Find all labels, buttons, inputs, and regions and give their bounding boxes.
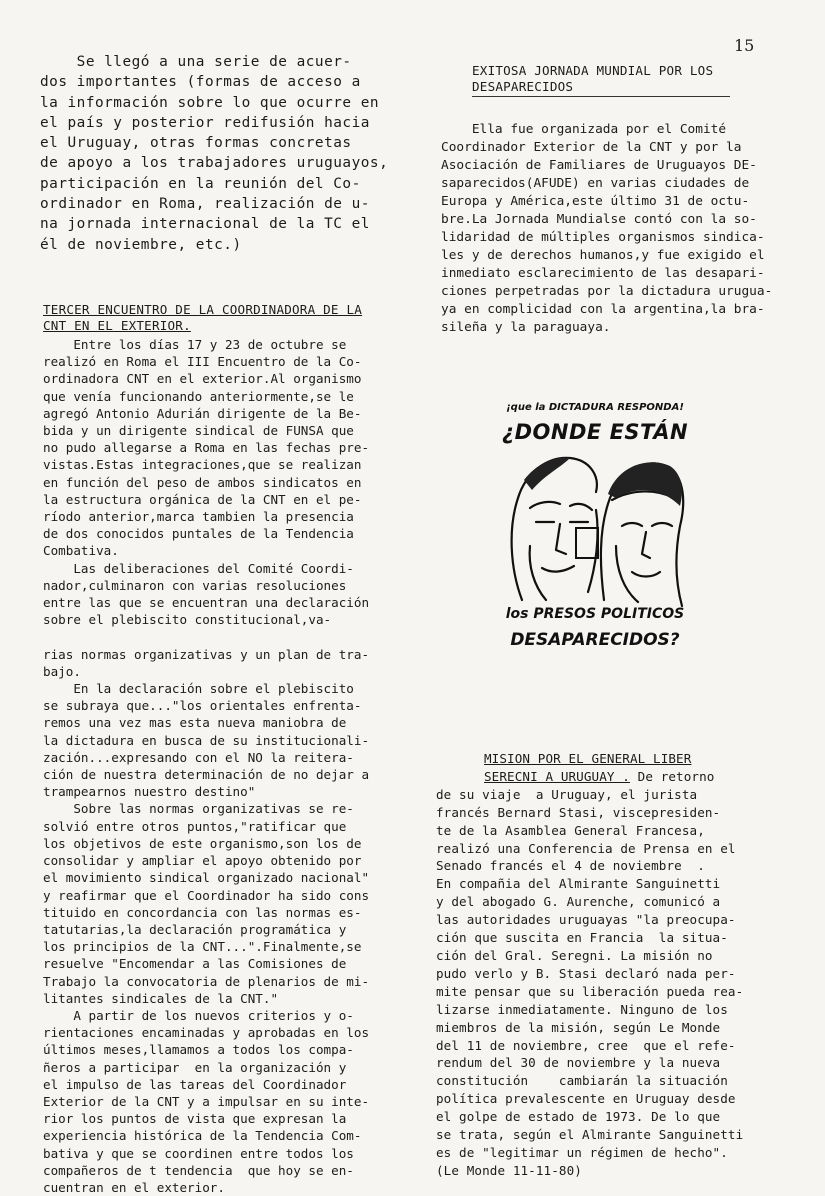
mision-lead: De retorno [629, 768, 715, 784]
mision-seregni-article [436, 750, 743, 1180]
text-line: (Le Monde 11-11-80) [436, 1162, 582, 1178]
text-line: agregó Antonio Adurián dirigente de la Be- [43, 405, 362, 421]
text-line: zación...expresando con el NO la reitera- [43, 749, 354, 765]
text-line: remos una vez mas esta nueva maniobra de [43, 715, 347, 731]
text-line: Las deliberaciones del Comité Coordi- [43, 560, 354, 576]
text-line: lizarse inmediatamente. Ninguno de los [436, 1001, 728, 1017]
text-line: Sobre las normas organizativas se re- [43, 801, 354, 817]
text-line: Exterior de la CNT y a impulsar en su inte- [43, 1093, 370, 1109]
text-line: te de la Asamblea General Francesa, [436, 822, 705, 838]
tercer-encuentro-heading [43, 302, 362, 334]
text-line: dos importantes (formas de acceso a [40, 74, 361, 91]
text-line: realizó una Conferencia de Prensa en el [436, 840, 736, 856]
text-line: ríodo anterior,marca tambien la presencia [43, 509, 354, 525]
text-line: es de "legitimar un régimen de hecho". [436, 1144, 728, 1160]
text-line: Combativa. [43, 543, 119, 559]
text-line: mite pensar que su liberación pueda rea- [436, 983, 744, 999]
heading-rule [472, 96, 730, 97]
text-line: y del abogado G. Aurenche, comunicó a [436, 894, 721, 910]
text-line: participación en la reunión del Co- [40, 175, 361, 192]
text-line: tituido en concordancia con las normas es- [43, 904, 362, 920]
jornada-mundial-body [441, 121, 772, 337]
text-line: bativa y que se coordinen entre todos los [43, 1145, 354, 1161]
text-line: se subraya que..."los orientales enfrenta- [43, 698, 362, 714]
text-line: el impulso de las tareas del Coordinador [43, 1076, 347, 1092]
text-line: lidaridad de múltiples organismos sindica- [441, 230, 765, 245]
text-line: ya en complicidad con la argentina,la bra- [441, 302, 765, 317]
text-line: los principios de la CNT...".Finalmente,se [43, 939, 362, 955]
text-line: ciones perpetradas por la dictadura urugua- [441, 284, 773, 299]
text-line: Se llegó a una serie de acuer- [40, 54, 352, 70]
text-line: ñeros a participar en la organización y [43, 1059, 347, 1075]
text-line: DESAPARECIDOS [472, 79, 574, 94]
text-line: sobre el plebiscito constitucional,va- [43, 612, 332, 628]
intro-paragraph [40, 52, 388, 255]
text-line: Europa y América,este último 31 de octu- [441, 194, 750, 209]
text-line: en función del peso de ambos sindicatos en [43, 474, 362, 490]
text-line: los objetivos de este organismo,son los de [43, 835, 362, 851]
text-line: del 11 de noviembre, cree que el refe- [436, 1037, 736, 1053]
poster-subtitle-2: DESAPARECIDOS? [510, 630, 680, 650]
text-line: rias normas organizativas y un plan de tra- [43, 646, 370, 662]
poster-slogan: ¡que la DICTADURA RESPONDA! [506, 402, 684, 413]
text-line: miembros de la misión, según Le Monde [436, 1019, 721, 1035]
text-line: inmediato esclarecimiento de las desapari- [441, 266, 765, 281]
text-line [43, 628, 369, 645]
text-line: En la declaración sobre el plebiscito [43, 681, 354, 697]
text-line: que venía funcionando anteriormente,se le [43, 388, 354, 404]
mision-heading: MISION POR EL GENERAL LIBER [484, 751, 692, 766]
text-line: de dos conocidos puntales de la Tendencia [43, 526, 354, 542]
text-line: cuentran en el exterior. [43, 1179, 225, 1195]
mision-heading-2: SERECNI A URUGUAY . [484, 768, 630, 784]
text-line: el Uruguay, otras formas concretas [40, 135, 352, 152]
text-line: el golpe de estado de 1973. De lo que [436, 1109, 721, 1125]
text-line: rior los puntos de vista que expresan la [43, 1111, 347, 1127]
text-line: compañeros de t tendencia que hoy se en- [43, 1162, 354, 1178]
text-line: rendum del 30 de noviembre y la nueva [436, 1055, 721, 1071]
text-line: se trata, según el Almirante Sanguinetti [436, 1127, 744, 1143]
text-line: ción del Gral. Seregni. La misión no [436, 947, 713, 963]
poster-faces-illustration [504, 450, 686, 608]
text-line: el movimiento sindical organizado nacional" [43, 870, 370, 886]
text-line: de su viaje a Uruguay, el jurista [436, 786, 698, 802]
text-line: rientaciones encaminadas y aprobadas en los [43, 1025, 370, 1041]
text-line: En compañia del Almirante Sanguinetti [436, 876, 721, 892]
text-line: solvió entre otros puntos,"ratificar que [43, 818, 347, 834]
text-line: les y de derechos humanos,y fue exigido el [441, 248, 765, 263]
text-line: pudo verlo y B. Stasi declaró nada per- [436, 965, 736, 981]
text-line: ordinador en Roma, realización de u- [40, 196, 370, 213]
text-line: política prevalescente en Uruguay desde [436, 1091, 736, 1107]
desaparecidos-poster [500, 398, 690, 660]
text-line: sileña y la paraguaya. [441, 320, 611, 335]
text-line: entre las que se encuentran una declaración [43, 595, 370, 611]
text-line: resuelve "Encomendar a las Comisiones de [43, 956, 347, 972]
text-line: ordinadora CNT en el exterior.Al organismo [43, 371, 362, 387]
text-line: no pudo allegarse a Roma en las fechas pre- [43, 440, 370, 456]
jornada-mundial-heading [472, 63, 713, 95]
text-line: Ella fue organizada por el Comité [441, 122, 727, 137]
text-line: francés Bernard Stasi, viscepresiden- [436, 804, 721, 820]
text-line: tatutarias,la declaración programática y [43, 921, 347, 937]
text-line: él de noviembre, etc.) [40, 236, 242, 253]
text-line: constitución cambiarán la situación [436, 1073, 728, 1089]
text-line: trampearnos nuestro destino" [43, 784, 256, 800]
poster-title: ¿DONDE ESTÁN [501, 420, 689, 444]
poster-subtitle: los PRESOS POLITICOS [505, 606, 685, 622]
text-line: A partir de los nuevos criterios y o- [43, 1007, 354, 1023]
text-line: las autoridades uruguayas "la preocupa- [436, 912, 736, 928]
text-line: vistas.Estas integraciones,que se realizan [43, 457, 362, 473]
text-line: nador,culminaron con varias resoluciones [43, 577, 347, 593]
text-line: realizó en Roma el III Encuentro de la Co- [43, 354, 362, 370]
text-line: bida y un dirigente sindical de FUNSA que [43, 423, 354, 439]
text-line: la estructura orgánica de la CNT en el pe- [43, 491, 362, 507]
tercer-encuentro-body [43, 336, 369, 1196]
text-line: CNT EN EL EXTERIOR. [43, 318, 191, 333]
text-line: na jornada internacional de la TC el [40, 216, 370, 233]
mision-body [436, 786, 743, 1180]
text-line: el país y posterior redifusión hacia [40, 114, 370, 131]
text-line: TERCER ENCUENTRO DE LA COORDINADORA DE LA [43, 302, 363, 317]
text-line: últimos meses,llamamos a todos los compa- [43, 1042, 354, 1058]
text-line: Senado francés el 4 de noviembre . [436, 858, 705, 874]
text-line: de apoyo a los trabajadores uruguayos, [40, 155, 389, 172]
text-line: litantes sindicales de la CNT." [43, 990, 279, 1006]
text-line: ción que suscita en Francia la situa- [436, 930, 728, 946]
text-line: Trabajo la convocatoria de plenarios de mi- [43, 973, 370, 989]
page-number: 15 [734, 36, 755, 55]
text-line: la información sobre lo que ocurre en [40, 94, 380, 111]
text-line: la dictadura en busca de su institucionali- [43, 732, 370, 748]
text-line: Coordinador Exterior de la CNT y por la [441, 140, 742, 155]
text-line: consolidar y ampliar el apoyo obtenido por [43, 853, 362, 869]
text-line: ción de nuestra determinación de no dejar a [43, 767, 370, 783]
text-line: bre.La Jornada Mundialse contó con la so- [441, 212, 757, 227]
text-line: EXITOSA JORNADA MUNDIAL POR LOS [472, 63, 714, 78]
text-line: saparecidos(AFUDE) en varias ciudades de [441, 176, 750, 191]
text-line: bajo. [43, 663, 81, 679]
text-line: Entre los días 17 y 23 de octubre se [43, 337, 347, 352]
text-line: experiencia histórica de la Tendencia Com- [43, 1128, 362, 1144]
text-line: Asociación de Familiares de Uruguayos DE- [441, 158, 757, 173]
text-line: y reafirmar que el Coordinador ha sido cons [43, 887, 370, 903]
